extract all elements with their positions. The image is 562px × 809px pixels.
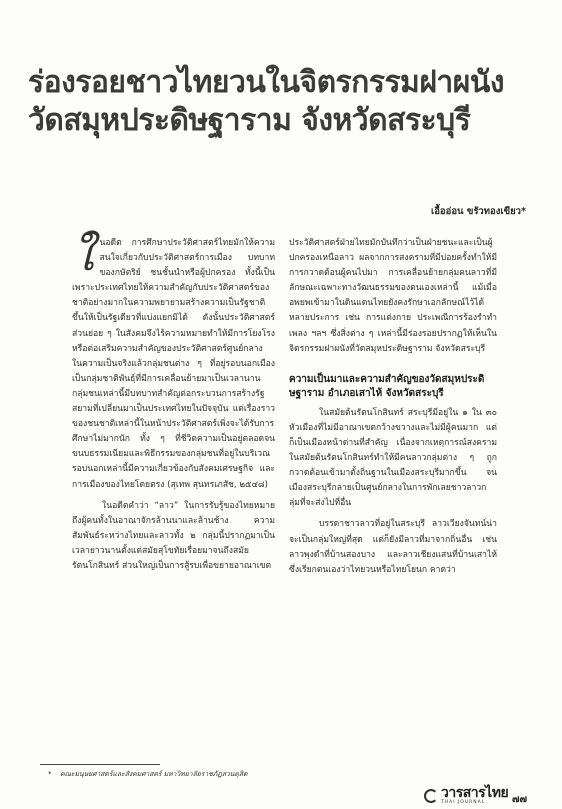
footnote xyxy=(48,768,247,779)
body-column-right xyxy=(289,236,497,578)
paragraph-text: นอดีต การศึกษาประวัติศาสตร์ไทยมักให้ความสนใจเกี่ยวกับประวัติศาสตร์การเมือง บทบาทของกษัตริย์ ชนชั้นนำหรือผู้ปกครอง ทั้งนี้เป็นเพราะประเทศไทยให้ความสำคัญกับประวัติศาสตร์ของชาติอย่างมากในความพยายามสร้างความเป็นรัฐชาติขึ้นให้เป็นรัฐเดียวที่แบ่งแยกมิได้ ดังนั้นประวัติศาสตร์ส่วนย่อย ๆ ในสังคมจึงไร้ความหมายทำให้มีการโยงโรงหรือต่อเสริมความสำคัญของประวัติศาสตร์ศูนย์กลาง ในความเป็นจริงแล้วกลุ่มชนต่าง ๆ ที่อยู่รอบนอกเมืองเป็นกลุ่มชาติพันธุ์ที่มีการเคลื่อนย้ายมาเป็นเวลานาน กลุ่มชนเหล่านี้มีบทบาทสำคัญต่อกระบวนการสร้างรัฐสยามที่เปลี่ยนมาเป็นประเทศไทยในปัจจุบัน แต่เรื่องราวของชนชาติเหล่านี้ในหน้าประวัติศาสตร์เพิ่งจะได้รับการศึกษาไม่มากนัก ทั้ง ๆ ที่ชีวิตความเป็นอยู่ตลอดจนขนบธรรมเนียมและพิธีกรรมของกลุ่มชนที่อยู่ในบริเวณรอบนอกเหล่านี้มีความเกี่ยวข้องกับสังคมเศรษฐกิจ และการเมืองของไทยโดยตรง (สุเทพ สุนทรเภสัช, ๒๕๔๘) xyxy=(72,238,275,490)
paragraph: ในสมัยต้นรัตนโกสินทร์ สระบุรีมีอยู่ใน ๑ ใน ๓๐ หัวเมืองที่ไม่มีอาณาเขตกว้างขวางและไม่มีผู้คนมาก แต่ก็เป็นเมืองหน้าด่านที่สำคัญ เนื่องจากเหตุการณ์สงครามในสมัยต้นรัตนโกสินทร์ทำให้มีคนลาวกลุ่มต่าง ๆ ถูกกวาดต้อนเข้ามาตั้งถิ่นฐานในเมืองสระบุรีมากขึ้น จนเมืองสระบุรีกลายเป็นศูนย์กลางในการพักเลยชาวลาวกลุ่มที่จะส่งไปที่อื่น xyxy=(289,407,497,509)
paragraph: ประวัติศาสตร์ฝ่ายไทยมักบันทึกว่าเป็นฝ่ายชนะและเป็นผู้ปกครองเหนือลาว ผลจากการสงครามที่มีบ่อยครั้งทำให้มีการกวาดต้อนผู้คนไปมา การเคลื่อนย้ายกลุ่มคนลาวที่มีลักษณะเฉพาะทางวัฒนธรรมของตนเองเหล่านี้ แม้เมื่ออพยพเข้ามาในดินแดนไทยยังคงรักษาเอกลักษณ์ไว้ได้หลายประการ เช่น การแต่งกาย ประเพณีการร้องรำทำเพลง ฯลฯ ซึ่งสิ่งต่าง ๆ เหล่านี้มีร่องรอยปรากฏให้เห็นในจิตรกรรมฝาผนังที่วัดสมุหประดิษฐาราม จังหวัดสระบุรี xyxy=(289,238,497,354)
paragraph: ในอดีตคำว่า “ลาว” ในการรับรู้ของไทยหมายถึงผู้คนทั้งในอาณาจักรล้านนาและล้านช้าง ความสัมพันธ์ระหว่างไทยและลาวทั้ง ๒ กลุ่มนี้ปรากฏมาเป็นเวลายาวนานตั้งแต่สมัยสุโขทัยเรื่อยมาจนถึงสมัยรัตนโกสินทร์ ส่วนใหญ่เป็นการสู้รบเพื่อขยายอาณาเขต xyxy=(72,500,275,571)
article-title xyxy=(28,64,538,140)
section-heading: ความเป็นมาและความสำคัญของวัดสมุหประดิษฐาราม อำเภอเสาไห้ จังหวัดสระบุรี xyxy=(289,373,485,400)
drop-cap: ใ xyxy=(72,230,94,281)
page-number: ๗๗ xyxy=(512,794,528,805)
journal-logo xyxy=(424,786,508,806)
journal-name: วารสารไทย xyxy=(441,785,509,801)
paragraph xyxy=(72,230,275,493)
footnote-text: คณะมนุษยศาสตร์และสังคมศาสตร์ มหาวิทยาลัยราชภัฏสวนดุสิต xyxy=(60,770,248,778)
body-column-left xyxy=(72,230,275,574)
footnote-marker: * xyxy=(48,770,52,778)
paragraph: บรรดาชาวลาวที่อยู่ในสระบุรี ลาวเวียงจันทน์น่าจะเป็นกลุ่มใหญ่ที่สุด แต่ก็ยังมีลาวที่มาจากถิ่นอื่น เช่น ลาวพุงดำที่บ้านสองบาง และลาวเชียงแสนที่บ้านเสาไห้ซึ่งเรียกตนเองว่าไทยวนหรือไทยโยนก คาดว่า xyxy=(289,519,497,575)
journal-logo-text xyxy=(441,786,508,806)
article-title-line-1: ร่องรอยชาวไทยวนในจิตรกรรมฝาผนัง xyxy=(28,65,504,100)
logo-mark-icon xyxy=(424,789,438,803)
article-title-line-2: วัดสมุหประดิษฐาราม จังหวัดสระบุรี xyxy=(28,103,471,138)
author-name: เอื้ออ่อน ขรัวทองเขียว* xyxy=(430,206,526,217)
footnote-divider xyxy=(40,764,160,765)
journal-subtitle: THAI JOURNAL xyxy=(441,800,486,805)
